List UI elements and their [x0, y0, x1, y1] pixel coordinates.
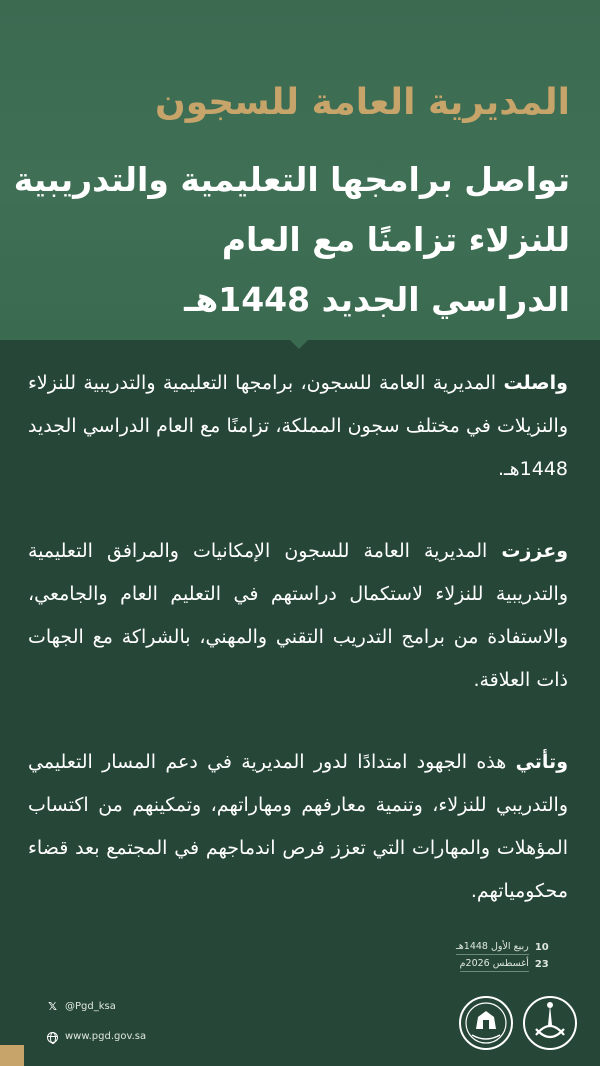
date-stamp	[456, 940, 549, 972]
x-account-link[interactable]	[46, 1000, 146, 1014]
headline	[13, 150, 570, 330]
hijri-month-year: ربيع الأول 1448هـ	[456, 940, 529, 955]
article-body	[28, 362, 568, 952]
x-logo-icon: 𝕏	[48, 1000, 57, 1013]
header-notch	[290, 340, 308, 349]
headline-line-3: الدراسي الجديد 1448هـ	[184, 280, 570, 319]
prisons-emblem-icon	[458, 995, 514, 1051]
hijri-date	[456, 940, 549, 955]
gregorian-date	[456, 957, 549, 972]
paragraph-1	[28, 362, 568, 491]
org-title: المديرية العامة للسجون	[154, 82, 570, 123]
paragraph-3-lead: وتأتي	[515, 751, 568, 773]
gregorian-day: 23	[534, 959, 549, 970]
website-link[interactable]	[46, 1030, 146, 1044]
gregorian-month-year: أغسطس 2026م	[460, 957, 529, 972]
headline-line-1: تواصل برامجها التعليمية والتدريبية	[13, 160, 570, 199]
paragraph-3-text: هذه الجهود امتدادًا لدور المديرية في دعم المسار التعليمي والتدريبي للنزلاء، وتنمية معارفهم ومهاراتهم، وتمكينهم من اكتساب المؤهلات والمهارات التي تعزز فرص اندماجهم في المجتمع بعد قضاء محكومياتهم.	[28, 751, 568, 902]
paragraph-2	[28, 530, 568, 702]
social-links	[46, 1000, 146, 1060]
website-url: www.pgd.gov.sa	[65, 1031, 147, 1042]
paragraph-2-text: المديرية العامة للسجون الإمكانيات والمرافق التعليمية والتدريبية للنزلاء لاستكمال دراستهم في التعليم العام والجامعي، والاستفادة من برامج التدريب التقني والمهني، بالشراكة مع الجهات ذات العلاقة.	[28, 540, 568, 691]
paragraph-3	[28, 741, 568, 913]
globe-icon	[46, 1031, 59, 1044]
logos	[458, 995, 578, 1051]
headline-line-2: للنزلاء تزامنًا مع العام	[221, 220, 570, 259]
paragraph-1-text: المديرية العامة للسجون، برامجها التعليمية والتدريبية للنزلاء والنزيلات في مختلف سجون المملكة، تزامنًا مع العام الدراسي الجديد 1448هـ.	[28, 372, 568, 480]
x-handle: @Pgd_ksa	[65, 1001, 116, 1012]
gold-corner-accent	[0, 1045, 24, 1066]
paragraph-1-lead: واصلت	[503, 372, 568, 394]
hijri-day: 10	[534, 942, 549, 953]
saudi-emblem-icon	[522, 995, 578, 1051]
paragraph-2-lead: وعززت	[501, 540, 568, 562]
